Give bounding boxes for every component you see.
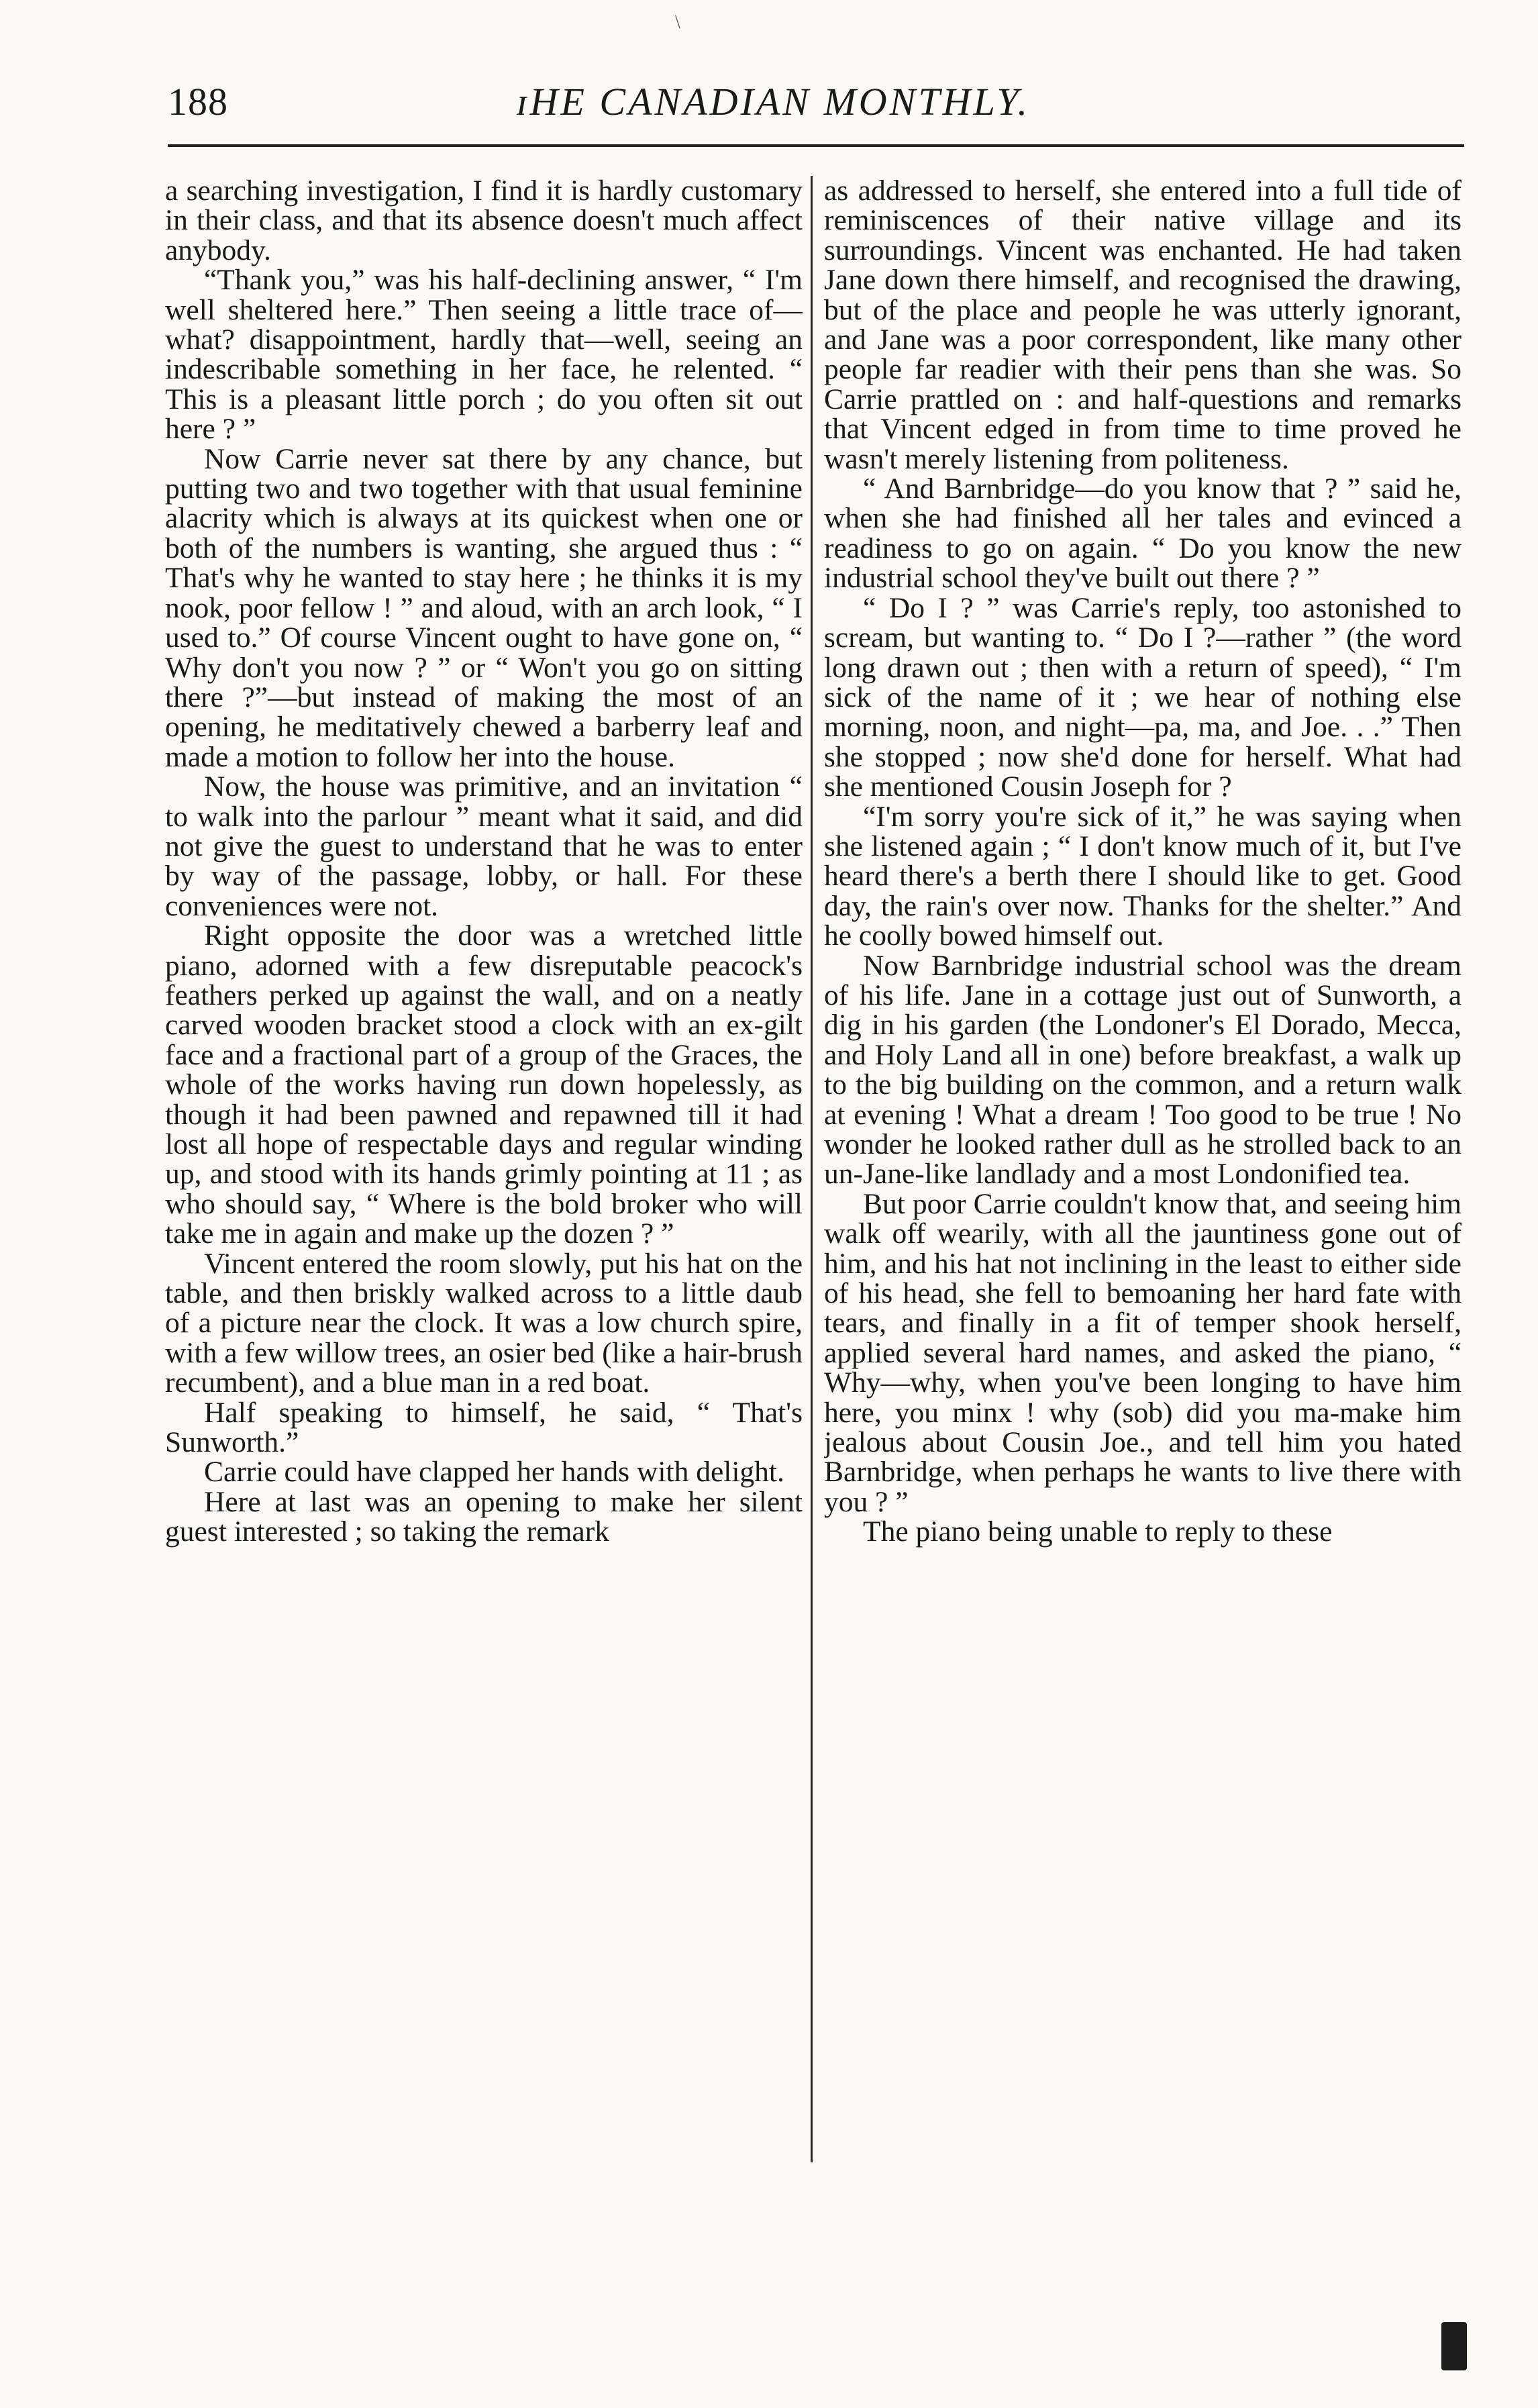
paragraph: “I'm sorry you're sick of it,” he was saying when she listened again ; “ I don't know much of it, but I've heard there's a berth there I should like to get. Good day, the rain's over now. Thanks for the shelter.” And he coolly bowed himself out. (824, 800, 1462, 952)
page-speck: \ (675, 12, 680, 33)
paragraph: “ And Barnbridge—do you know that ? ” said he, when she had finished all her tales and evinced a readiness to go on again. “ Do you know the new industrial school they've built out there ? ” (824, 472, 1462, 595)
running-title: ɪHE CANADIAN MONTHLY. (517, 80, 1030, 123)
ink-mark (1441, 2322, 1467, 2370)
paragraph: Here at last was an opening to make her silent guest interested ; so taking the remark (165, 1485, 803, 1548)
paragraph: Now Carrie never sat there by any chance, but putting two and two together with that usual feminine alacrity which is always at its quickest when one or both of the numbers is wanting, she argued thus : “ That's why he wanted to stay here ; he thinks it is my nook, poor fellow ! ” and aloud, with an arch look, “ I used to.” Of course Vincent ought to have gone on, “ Why don't you now ? ” or “ Won't you go on sitting there ?”—but instead of making the most of an opening, he meditatively chewed a barberry leaf and made a motion to follow her into the house. (165, 442, 803, 773)
header-rule (168, 144, 1464, 147)
paragraph: a searching investigation, I find it is hardly customary in their class, and that its absence doesn't much affect anybody. (165, 176, 803, 266)
right-column (824, 176, 1462, 2229)
paragraph: “Thank you,” was his half-declining answer, “ I'm well sheltered here.” Then seeing a little trace of—what? disappointment, hardly that—well, seeing an indescribable something in her face, he relented. “ This is a pleasant little porch ; do you often sit out here ? ” (165, 264, 803, 446)
paragraph: Now Barnbridge industrial school was the dream of his life. Jane in a cottage just out of Sunworth, a dig in his garden (the Londoner's El Dorado, Mecca, and Holy Land all in one) before breakfast, a walk up to the big building on the common, and a return walk at evening ! What a dream ! Too good to be true ! No wonder he looked rather dull as he strolled back to an un-Jane-like landlady and a most Londonified tea. (824, 949, 1462, 1191)
left-column (165, 176, 803, 2229)
paragraph: The piano being unable to reply to these (863, 1515, 1333, 1548)
paragraph: Carrie could have clapped her hands with delight. (204, 1456, 784, 1489)
paragraph: “ Do I ? ” was Carrie's reply, too astonished to scream, but wanting to. “ Do I ?—rather ” (the word long drawn out ; then with a return of speed), “ I'm sick of the name of it ; we hear of nothing else morning, noon, and night—pa, ma, and Joe. . .” Then she stopped ; now she'd done for herself. What had she mentioned Cousin Joseph for ? (824, 591, 1462, 803)
page-number: 188 (168, 80, 228, 123)
paragraph: as addressed to herself, she entered into a full tide of reminiscences of their native village and its surroundings. Vincent was enchanted. He had taken Jane down there himself, and recognised the drawing, but of the place and people he was utterly ignorant, and Jane was a poor correspondent, like many other people far readier with their pens than she was. So Carrie prattled on : and half-questions and remarks that Vincent edged in from time to time proved he wasn't merely listening from politeness. (824, 176, 1462, 475)
paragraph: Right opposite the door was a wretched little piano, adorned with a few disreputable peacock's feathers perked up against the wall, and on a neatly carved wooden bracket stood a clock with an ex-gilt face and a fractional part of a group of the Graces, the whole of the works having run down hopelessly, as though it had been pawned and repawned till it had lost all hope of respectable days and regular winding up, and stood with its hands grimly pointing at 11 ; as who should say, “ Where is the bold broker who will take me in again and make up the dozen ? ” (165, 919, 803, 1250)
paragraph: Half speaking to himself, he said, “ That's Sunworth.” (165, 1396, 803, 1459)
paragraph: But poor Carrie couldn't know that, and seeing him walk off wearily, with all the jauntiness gone out of him, and his hat not inclining in the least to either side of his head, she fell to bemoaning her hard fate with tears, and finally in a fit of temper shook herself, applied several hard names, and asked the piano, “ Why—why, when you've been longing to have him here, you minx ! why (sob) did you ma-make him jealous about Cousin Joe., and tell him you hated Barnbridge, when perhaps he wants to live there with you ? ” (824, 1187, 1462, 1518)
page-header (168, 79, 1463, 146)
column-divider (811, 176, 813, 2162)
paragraph: Now, the house was primitive, and an invitation “ to walk into the parlour ” meant what it said, and did not give the guest to understand that he was to enter by way of the passage, lobby, or hall. For these conveniences were not. (165, 770, 803, 922)
paragraph: Vincent entered the room slowly, put his hat on the table, and then briskly walked across to a little daub of a picture near the clock. It was a low church spire, with a few willow trees, an osier bed (like a hair-brush recumbent), and a blue man in a red boat. (165, 1247, 803, 1399)
